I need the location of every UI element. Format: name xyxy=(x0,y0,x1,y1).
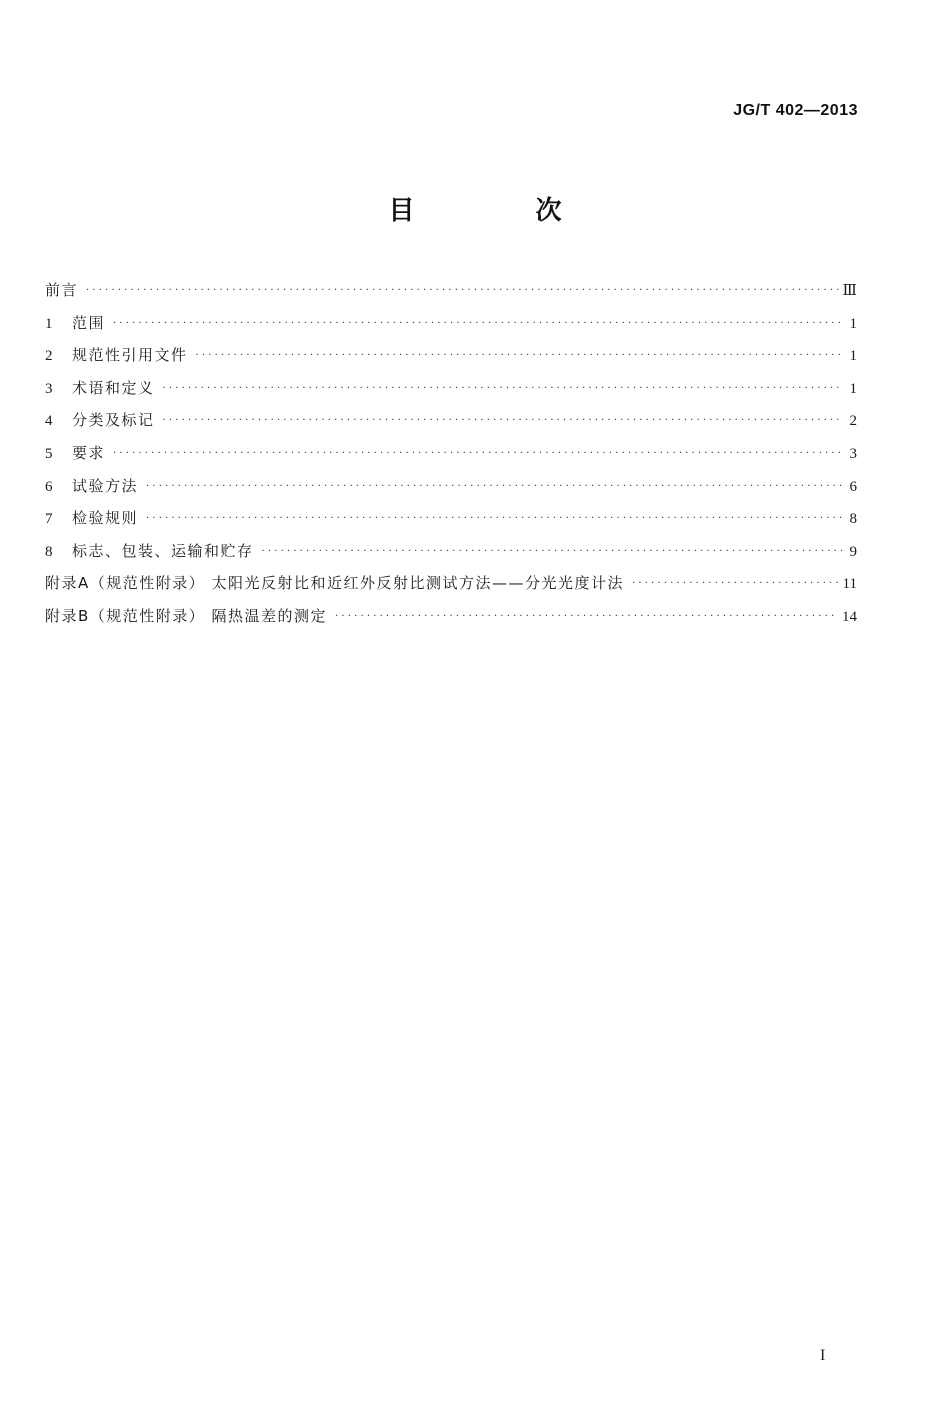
table-of-contents xyxy=(45,274,857,633)
toc-entry-label: 标志、包装、运输和贮存 xyxy=(72,541,254,560)
toc-leader-dots xyxy=(146,471,843,504)
toc-entry-page: 14 xyxy=(842,608,857,625)
toc-entry-number: 3 xyxy=(45,380,53,397)
toc-entry-number: 4 xyxy=(45,413,53,430)
toc-entry-appendix-b[interactable] xyxy=(45,600,857,633)
toc-entry-number: 7 xyxy=(45,511,53,528)
toc-entry-number: 5 xyxy=(45,445,53,462)
toc-entry-appendix-a[interactable] xyxy=(45,567,857,600)
toc-entry-7[interactable] xyxy=(45,502,857,535)
toc-leader-dots xyxy=(86,275,839,308)
toc-entry-label: 术语和定义 xyxy=(72,378,155,397)
toc-entry-label: 附录B（规范性附录） 隔热温差的测定 xyxy=(45,606,328,625)
toc-entry-number: 8 xyxy=(45,543,53,560)
toc-entry-page: 1 xyxy=(849,315,857,332)
toc-leader-dots xyxy=(113,438,843,471)
toc-entry-number: 2 xyxy=(45,348,53,365)
toc-entry-number: 6 xyxy=(45,478,53,495)
toc-entry-page: 1 xyxy=(849,348,857,365)
toc-entry-page: 9 xyxy=(849,543,857,560)
toc-entry-4[interactable] xyxy=(45,404,857,437)
toc-entry-page: 11 xyxy=(842,576,857,593)
toc-leader-dots xyxy=(262,536,843,569)
toc-entry-page: 1 xyxy=(849,380,857,397)
toc-leader-dots xyxy=(196,340,843,373)
toc-leader-dots xyxy=(163,405,843,438)
toc-leader-dots xyxy=(146,503,843,536)
toc-entry-page: 2 xyxy=(849,413,857,430)
toc-entry-5[interactable] xyxy=(45,437,857,470)
toc-entry-1[interactable] xyxy=(45,307,857,340)
toc-leader-dots xyxy=(632,568,839,601)
toc-entry-8[interactable] xyxy=(45,535,857,568)
toc-entry-3[interactable] xyxy=(45,372,857,405)
standard-code: JG/T 402—2013 xyxy=(733,102,858,119)
toc-entry-page: 8 xyxy=(849,511,857,528)
toc-entry-label: 检验规则 xyxy=(72,509,139,528)
toc-entry-label: 试验方法 xyxy=(72,476,139,495)
toc-entry-page: 3 xyxy=(849,445,857,462)
toc-entry-label: 前言 xyxy=(45,281,79,299)
toc-entry-foreword[interactable] xyxy=(45,274,857,307)
toc-entry-label: 规范性引用文件 xyxy=(72,346,188,365)
toc-leader-dots xyxy=(335,601,838,634)
toc-entry-page: Ⅲ xyxy=(842,283,857,299)
toc-entry-2[interactable] xyxy=(45,339,857,372)
toc-entry-label: 附录A（规范性附录） 太阳光反射比和近红外反射比测试方法——分光光度计法 xyxy=(45,574,625,593)
toc-entry-number: 1 xyxy=(45,315,53,332)
toc-entry-6[interactable] xyxy=(45,470,857,503)
toc-leader-dots xyxy=(113,308,843,341)
toc-leader-dots xyxy=(163,373,843,406)
toc-entry-page: 6 xyxy=(849,478,857,495)
page-number: I xyxy=(820,1347,826,1364)
toc-entry-label: 分类及标记 xyxy=(72,411,155,430)
toc-entry-label: 要求 xyxy=(72,443,106,462)
page-title: 目 次 xyxy=(388,196,618,226)
toc-entry-label: 范围 xyxy=(72,313,106,332)
